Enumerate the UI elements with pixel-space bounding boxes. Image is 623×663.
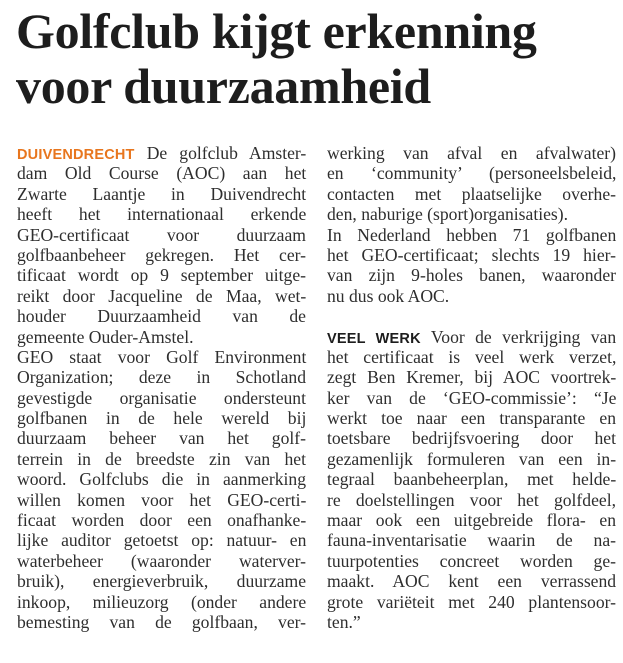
kicker-label: DUIVENDRECHT xyxy=(17,147,135,163)
text-line-content: woord. Golfclubs die in aanmerking xyxy=(17,469,306,490)
text-line-content: nu dus ook AOC. xyxy=(327,285,450,306)
text-line xyxy=(17,245,306,265)
text-line xyxy=(17,306,306,326)
text-line xyxy=(17,571,306,591)
text-line xyxy=(17,490,306,510)
text-line xyxy=(17,469,306,489)
text-line-content: het GEO-certificaat; slechts 19 hier- xyxy=(327,244,616,265)
headline xyxy=(16,4,616,114)
text-line-content: duurzaam beheer van het golf- xyxy=(17,428,306,449)
text-line-content: gevestigde organisatie ondersteunt xyxy=(17,387,306,408)
text-line xyxy=(327,510,616,530)
text-line-content: lijke auditor getoetst op: natuur- en xyxy=(17,530,307,551)
text-line-content: Voor de verkrijging van xyxy=(430,326,617,347)
text-line xyxy=(17,143,306,163)
text-line xyxy=(17,327,306,347)
text-line-content: De golfclub Amster- xyxy=(146,143,307,163)
text-line-content: gezamenlijk formuleren van een in- xyxy=(327,448,617,469)
headline-line-1: Golfclub kijgt erkenning xyxy=(16,3,537,59)
text-line-content: werkt toe naar een transparante en xyxy=(327,408,616,429)
text-line xyxy=(17,510,306,530)
text-line-content: golfbaanbeheer gekregen. Het cer- xyxy=(17,244,306,265)
text-line xyxy=(327,347,616,367)
text-line-content: het certificaat is veel werk verzet, xyxy=(327,346,617,367)
text-line xyxy=(327,530,616,550)
text-line-content: GEO staat voor Golf Environment xyxy=(17,346,307,367)
text-line xyxy=(17,163,306,183)
text-line-content: en ‘community’ (personeelsbeleid, xyxy=(327,163,617,184)
text-line xyxy=(17,184,306,204)
text-line xyxy=(327,551,616,571)
article-paragraph xyxy=(17,347,306,632)
text-line xyxy=(17,204,306,224)
text-line-content: werking van afval en afvalwater) xyxy=(327,143,616,163)
text-line-content: maar ook een uitgebreide flora- en xyxy=(327,510,616,531)
text-line xyxy=(17,286,306,306)
text-line xyxy=(327,367,616,387)
text-line-content: tegraal baanbeheerplan, met helde- xyxy=(327,469,617,490)
text-line xyxy=(17,367,306,387)
text-line xyxy=(327,449,616,469)
text-line-content: Zwarte Laantje in Duivendrecht xyxy=(17,183,307,204)
text-line-content: waterbeheer (waaronder waterver- xyxy=(17,550,306,571)
text-line-content: heeft het internationaal erkende xyxy=(17,204,307,225)
text-line xyxy=(327,225,616,245)
text-line xyxy=(17,530,306,550)
article-paragraph xyxy=(327,143,616,225)
text-line-content: zegt Ben Kremer, bij AOC voortrek- xyxy=(327,367,617,388)
text-line xyxy=(327,286,616,306)
text-line xyxy=(17,347,306,367)
text-line xyxy=(327,469,616,489)
text-line xyxy=(327,571,616,591)
text-line-content: willen komen voor het GEO-certi- xyxy=(17,489,307,510)
text-line-content: den, naburige (sport)organisaties). xyxy=(327,204,569,225)
text-line-content: re doelstellingen voor het golfdeel, xyxy=(327,489,616,510)
text-line-content: In Nederland hebben 71 golfbanen xyxy=(327,224,617,245)
text-line-content: ficaat worden door een onafhanke- xyxy=(17,510,307,531)
text-line xyxy=(327,163,616,183)
text-line xyxy=(17,612,306,632)
text-line xyxy=(17,265,306,285)
text-line-content: houder Duurzaamheid van de xyxy=(17,306,306,327)
article-column-1 xyxy=(17,143,306,632)
text-line-content: GEO-certificaat voor duurzaam xyxy=(17,224,306,245)
text-line-content: golfbanen in de hele wereld bij xyxy=(17,408,307,429)
text-line xyxy=(327,265,616,285)
text-line-content: terrein in de breedste zin van het xyxy=(17,448,306,469)
text-line xyxy=(327,143,616,163)
text-line-content: tificaat wordt op 9 september uitge- xyxy=(17,265,306,286)
text-line-content: ten.” xyxy=(327,611,361,632)
text-line xyxy=(327,388,616,408)
text-line-content: fauna-inventarisatie waarin de na- xyxy=(327,530,616,551)
text-line-content: van zijn 9-holes banen, waaronder xyxy=(327,265,616,286)
text-line-content: dam Old Course (AOC) aan het xyxy=(17,163,307,184)
article-column-2 xyxy=(327,143,616,632)
text-line xyxy=(17,428,306,448)
article-paragraph xyxy=(327,327,616,633)
text-line xyxy=(17,225,306,245)
text-line-content: maakt. AOC kent een verrassend xyxy=(327,571,617,592)
article-paragraph xyxy=(17,143,306,347)
article-paragraph xyxy=(327,225,616,307)
text-line xyxy=(327,408,616,428)
text-line-content: bemesting van de golfbaan, ver- xyxy=(17,611,306,632)
text-line xyxy=(17,388,306,408)
text-line-content: grote variëteit met 240 plantensoor- xyxy=(327,591,616,612)
text-line-content: toetsbare bedrijfsvoering door het xyxy=(327,428,616,449)
text-line-content: gemeente Ouder-Amstel. xyxy=(17,326,194,347)
paragraph-gap xyxy=(327,306,616,326)
text-line xyxy=(17,449,306,469)
text-line xyxy=(327,490,616,510)
text-line-content: tuurpotenties concreet worden ge- xyxy=(327,550,616,571)
headline-line-2: voor duurzaamheid xyxy=(16,58,431,114)
text-line xyxy=(327,184,616,204)
text-line xyxy=(327,204,616,224)
text-line xyxy=(327,245,616,265)
text-line xyxy=(327,428,616,448)
text-line-content: reikt door Jacqueline de Maa, wet- xyxy=(17,285,307,306)
text-line xyxy=(327,327,616,347)
text-line xyxy=(327,612,616,632)
text-line xyxy=(17,592,306,612)
text-line xyxy=(327,592,616,612)
text-line xyxy=(17,408,306,428)
text-line-content: inkoop, milieuzorg (onder andere xyxy=(17,591,307,612)
kicker-label: VEEL WERK xyxy=(327,330,421,347)
text-line-content: contacten met plaatselijke overhe- xyxy=(327,183,616,204)
text-line-content: bruik), energieverbruik, duurzame xyxy=(17,571,307,592)
text-line xyxy=(17,551,306,571)
text-line-content: Organization; deze in Schotland xyxy=(17,367,306,388)
text-line-content: ker van de ‘GEO-commissie’: “Je xyxy=(327,387,617,408)
